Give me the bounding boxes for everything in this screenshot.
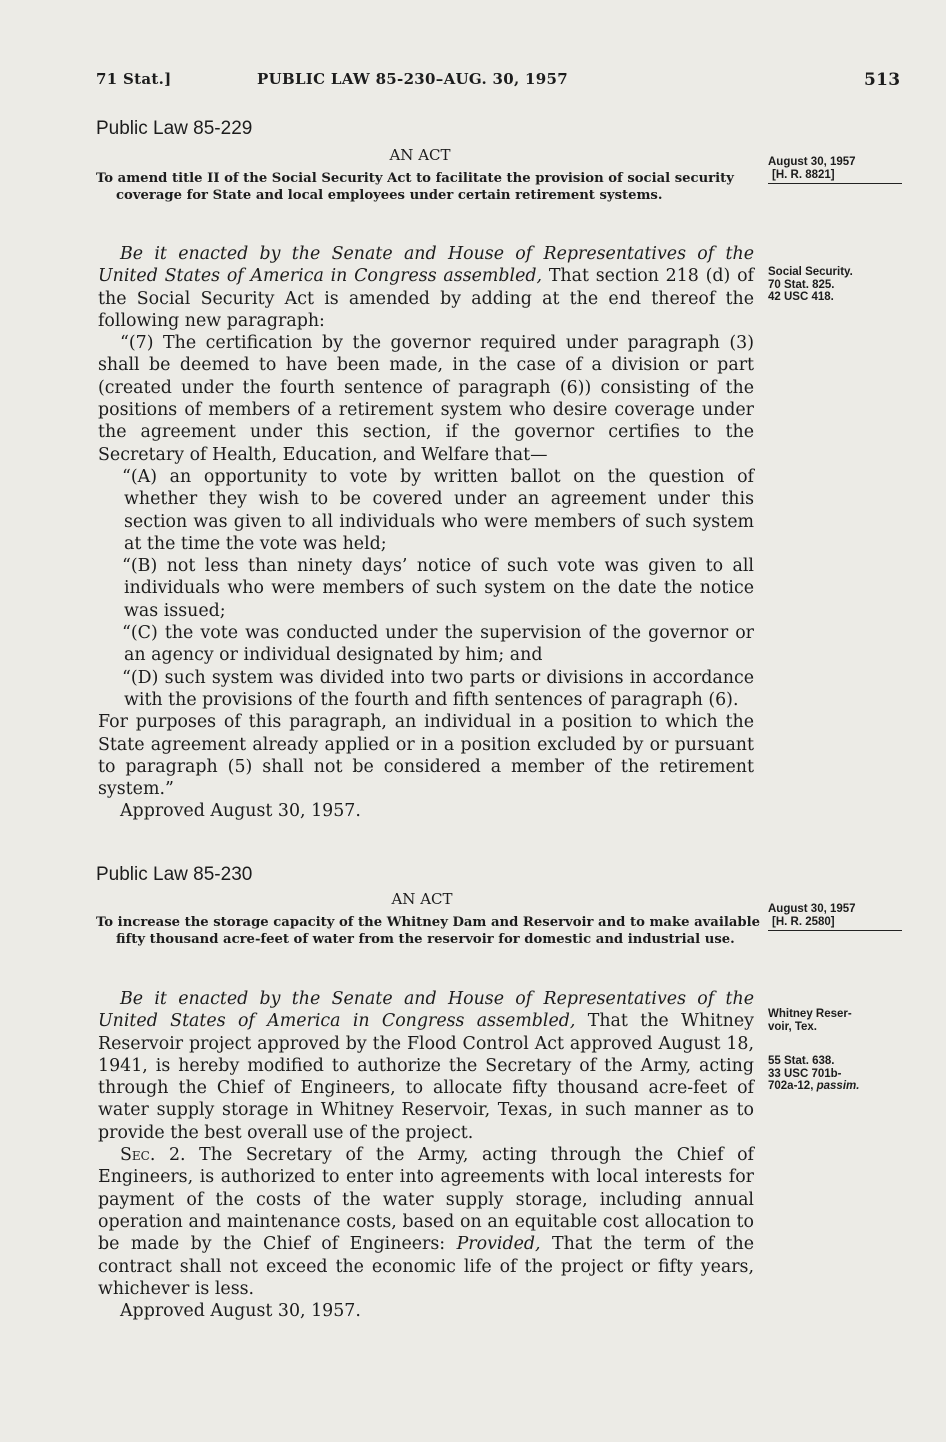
law2-enacting-rest: That the Whitney Reservoir project approved by the Flood Control Act approved August 18, 1941, is hereby modified to authorize the Secretary of the Army, acting through the Chief of Engineers, to allocate fifty thousand acre-feet of water supply storage in Whitney Reservoir, Texas, in such manner as to provide the best overall use of the project. [98, 1011, 754, 1143]
law1-margin-cite-line2: 70 Stat. 825. [768, 278, 835, 291]
law2-act-label: AN ACT [391, 890, 453, 908]
law2-margin-cite-passim: passim. [816, 1080, 860, 1092]
law2-margin-date [768, 903, 902, 931]
law1-body [98, 243, 754, 823]
law2-margin-cite-line1: 55 Stat. 638. [768, 1055, 835, 1067]
law2-section-2 [98, 1144, 754, 1300]
law2-body [98, 988, 754, 1322]
law1-enacting-rest: That section 218 (d) of the Social Security Act is amended by adding at the end thereof the following new paragraph: [98, 266, 754, 331]
law2-margin-place [768, 1008, 908, 1033]
law2-margin-cite-line3: 702a-12, [768, 1080, 814, 1092]
law2-approved: Approved August 30, 1957. [120, 1301, 361, 1322]
law1-margin-cite-line3: 42 USC 418. [768, 291, 834, 303]
law2-enacting-italic: Be it enacted by the Senate and House of Representatives of the United States of America in Congress assembled, [98, 989, 754, 1032]
law2-sec2-text-b: That the term of the contract shall not exceed the economic life of the project or fifty years, whichever is less. [98, 1234, 755, 1299]
law1-act-label: AN ACT [389, 146, 451, 164]
law2-margin-date-line1: August 30, 1957 [768, 903, 856, 915]
law2-purpose: To increase the storage capacity of the Whitney Dam and Reservoir and to make available fifty thousand acre-feet of water from the reservoir for domestic and industrial use. [96, 915, 761, 947]
law1-clause-b: “(B) not less than ninety days’ notice of such vote was given to all individuals who were members of such system on the date the notice was issued; [122, 556, 754, 621]
law1-margin-date [768, 156, 902, 184]
law2-title: Public Law 85-230 [96, 864, 253, 885]
law1-clause-c: “(C) the vote was conducted under the supervision of the governor or an agency or individual designated by him; and [122, 623, 754, 666]
law1-enacting-italic: Be it enacted by the Senate and House of Representatives of the United States of America in Congress assembled, [98, 244, 754, 287]
running-head-volume: 71 Stat.] [96, 70, 172, 88]
law1-closing-paragraph: For purposes of this paragraph, an individual in a position to which the State agreement already applied or in a position excluded by or pursuant to paragraph (5) shall not be considered a member of the retirement system.” [98, 712, 754, 800]
law1-margin-date-line1: August 30, 1957 [768, 156, 856, 168]
law1-purpose: To amend title II of the Social Security Act to facilitate the provision of social security coverage for State and local employees under certain retirement systems. [96, 171, 734, 203]
law1-title: Public Law 85-229 [96, 118, 253, 139]
running-head-title: PUBLIC LAW 85-230–AUG. 30, 1957 [257, 70, 568, 88]
law2-margin-place-line2: voir, Tex. [768, 1020, 818, 1033]
law2-margin-bill: [H. R. 2580] [772, 915, 835, 928]
law1-enacting-clause [98, 243, 754, 332]
law1-approved: Approved August 30, 1957. [120, 801, 361, 822]
law2-margin-cite-line2: 33 USC 701b- [768, 1067, 842, 1080]
page-number: 513 [864, 70, 901, 90]
law1-margin-citation [768, 266, 908, 304]
law2-sec2-text-a: The Secretary of the Army, acting through the Chief of Engineers, is authorized to enter into agreements with local interests for payment of the costs of the water supply storage, including annual operation and maintenance costs, based on an equitable cost allocation to be made by the Chief of Engineers: [98, 1145, 754, 1255]
law1-margin-cite-line1: Social Security. [768, 266, 853, 278]
law2-sec2-provided: Provided, [456, 1234, 541, 1255]
law2-enacting-clause [98, 988, 754, 1144]
law2-sec2-label: Sec. 2. [120, 1145, 186, 1166]
law2-margin-citation [768, 1055, 908, 1093]
law2-margin-place-line1: Whitney Reser- [768, 1008, 852, 1020]
law1-clause-a: “(A) an opportunity to vote by written ballot on the question of whether they wish to be covered under an agreement under this section was given to all individuals who were members of such system at the time the vote was held; [122, 466, 754, 554]
law1-clause-d: “(D) such system was divided into two parts or divisions in accordance with the provisions of the fourth and fifth sentences of paragraph (6). [122, 667, 754, 710]
law2-margin-cite-line3-wrap [768, 1080, 908, 1093]
law1-margin-bill: [H. R. 8821] [772, 168, 835, 181]
law1-paragraph-7: “(7) The certification by the governor required under paragraph (3) shall be deemed to have been made, in the case of a division or part (created under the fourth sentence of paragraph (6)) consisting of the positions of members of a retirement system who desire coverage under the agreement under this section, if the governor certifies to the Secretary of Health, Education, and Welfare that— [98, 333, 754, 465]
